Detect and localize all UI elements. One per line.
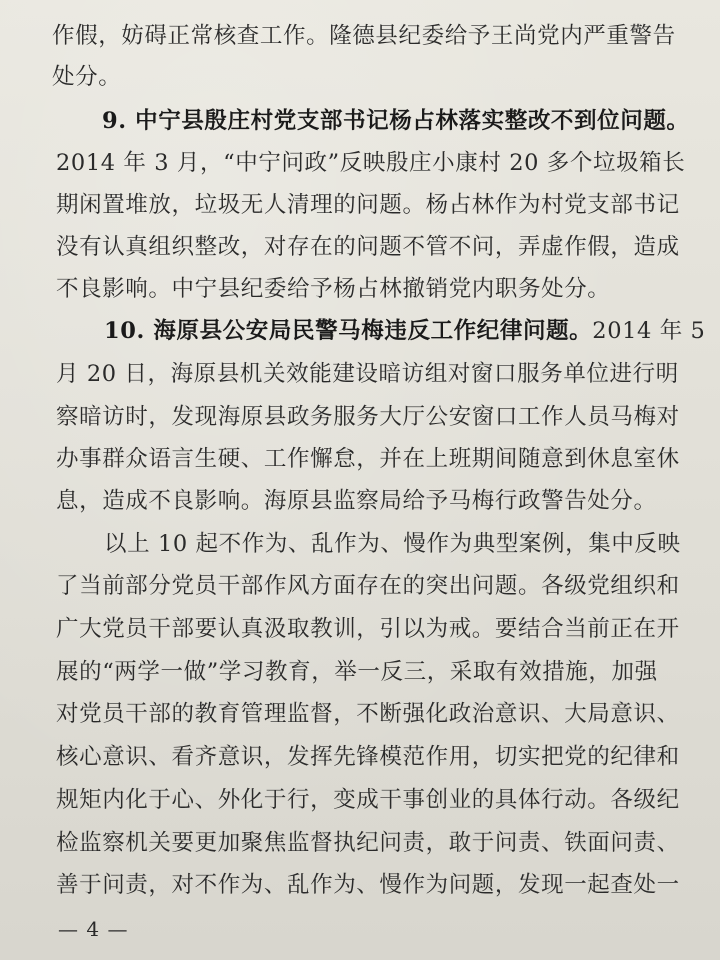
text-line: 察暗访时，发现海原县政务服务大厅公安窗口工作人员马梅对 — [56, 404, 680, 430]
text-line: 展的“两学一做”学习教育，举一反三，采取有效措施，加强 — [56, 659, 658, 685]
case-heading-9: 9. 中宁县殷庄村党支部书记杨占林落实整改不到位问题。 — [102, 108, 690, 134]
text-line: 作假，妨碍正常核查工作。隆德县纪委给予王尚党内严重警告 — [52, 23, 676, 49]
text-line: 2014 年 3 月，“中宁问政”反映殷庄小康村 20 多个垃圾箱长 — [56, 150, 686, 176]
text-line: 广大党员干部要认真汲取教训，引以为戒。要结合当前正在开 — [56, 616, 680, 642]
summary-line: 以上 10 起不作为、乱作为、慢作为典型案例，集中反映 — [104, 531, 681, 557]
text-line: 核心意识、看齐意识，发挥先锋模范作用，切实把党的纪律和 — [56, 744, 680, 770]
text-line: 规矩内化于心、外化于行，变成干事创业的具体行动。各级纪 — [56, 787, 680, 813]
text-line: 善于问责，对不作为、乱作为、慢作为问题，发现一起查处一 — [56, 872, 680, 898]
text-line: 了当前部分党员干部作风方面存在的突出问题。各级党组织和 — [56, 573, 680, 599]
text-line: 处分。 — [52, 64, 122, 90]
case-heading-10: 10. 海原县公安局民警马梅违反工作纪律问题。2014 年 5 — [104, 318, 706, 344]
text-line: 办事群众语言生硬、工作懈怠，并在上班期间随意到休息室休 — [56, 446, 680, 472]
page-number: — 4 — — [58, 917, 129, 941]
text-line: 对党员干部的教育管理监督，不断强化政治意识、大局意识、 — [56, 701, 680, 727]
text-line: 检监察机关要更加聚焦监督执纪问责，敢于问责、铁面问责、 — [56, 830, 680, 856]
text-line: 不良影响。中宁县纪委给予杨占林撤销党内职务处分。 — [56, 276, 611, 302]
text-line: 期闲置堆放，垃圾无人清理的问题。杨占林作为村党支部书记 — [56, 192, 680, 218]
text-line: 没有认真组织整改，对存在的问题不管不问，弄虚作假，造成 — [56, 234, 680, 260]
text-line: 息，造成不良影响。海原县监察局给予马梅行政警告处分。 — [56, 488, 657, 514]
text-line: 月 20 日，海原县机关效能建设暗访组对窗口服务单位进行明 — [56, 361, 679, 387]
